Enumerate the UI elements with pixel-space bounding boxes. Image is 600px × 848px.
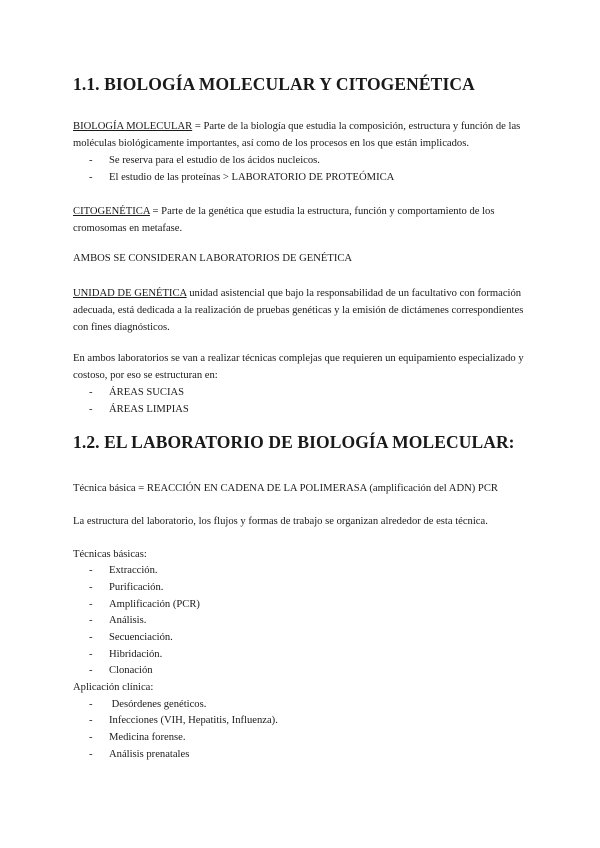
list-item: - Hibridación. <box>89 646 162 663</box>
term-unidad-genetica: UNIDAD DE GENÉTICA <box>73 288 187 299</box>
list-item: - Análisis prenatales <box>89 746 189 763</box>
term-biologia-molecular: BIOLOGÍA MOLECULAR <box>73 121 193 132</box>
list-item: - Análisis. <box>89 612 146 629</box>
paragraph-ambos-laboratorios: En ambos laboratorios se van a realizar técnicas complejas que requieren un equipamiento especializado y costoso, por eso se estructuran en: <box>73 353 524 381</box>
bullet-dash: - <box>89 599 93 610</box>
list-item: - Medicina forense. <box>89 729 185 746</box>
paragraph-citogenetica <box>73 203 533 237</box>
paragraph-biologia-molecular <box>73 118 533 152</box>
bullet-dash: - <box>89 155 93 166</box>
bullet-dash: - <box>89 565 93 576</box>
list-item: - Clonación <box>89 662 153 679</box>
section-heading-1-1: 1.1. BIOLOGÍA MOLECULAR Y CITOGENÉTICA <box>73 74 475 94</box>
bullet-dash: - <box>89 732 93 743</box>
bullet-dash: - <box>89 749 93 760</box>
list-item: - Secuenciación. <box>89 629 173 646</box>
list-item: - Extracción. <box>89 562 158 579</box>
label-tecnicas-basicas: Técnicas básicas: <box>73 549 147 560</box>
list-item: - Amplificación (PCR) <box>89 596 200 613</box>
bullet-dash: - <box>89 582 93 593</box>
bullet-dash: - <box>89 615 93 626</box>
section-heading-1-2: 1.2. EL LABORATORIO DE BIOLOGÍA MOLECULAR: <box>73 432 515 452</box>
list-item: - ÁREAS SUCIAS <box>89 384 184 401</box>
term-citogenetica: CITOGENÉTICA <box>73 206 150 217</box>
bullet-dash: - <box>89 172 93 183</box>
list-item: - Desórdenes genéticos. <box>89 696 206 713</box>
definition-biologia-molecular: = Parte de la biología que estudia la composición, estructura y función de las moléculas biológicamente importantes, así como de los procesos en los que están implicados. <box>73 121 521 149</box>
bullet-dash: - <box>89 404 93 415</box>
bullet-dash: - <box>89 632 93 643</box>
list-item: - Se reserva para el estudio de los ácidos nucleicos. <box>89 152 320 169</box>
paragraph-unidad-genetica <box>73 285 533 336</box>
paragraph-estructura: La estructura del laboratorio, los flujos y formas de trabajo se organizan alrededor de esta técnica. <box>73 516 488 527</box>
bullet-dash: - <box>89 665 93 676</box>
list-item: - Purificación. <box>89 579 163 596</box>
list-item: - Infecciones (VIH, Hepatitis, Influenza). <box>89 712 278 729</box>
list-item: - El estudio de las proteínas > LABORATORIO DE PROTEÓMICA <box>89 169 394 186</box>
bullet-dash: - <box>89 649 93 660</box>
paragraph-tecnica-basica: Técnica básica = REACCIÓN EN CADENA DE LA POLIMERASA (amplificación del ADN) PCR <box>73 483 498 494</box>
label-aplicacion-clinica: Aplicación clínica: <box>73 682 154 693</box>
bullet-dash: - <box>89 699 93 710</box>
definition-citogenetica: = Parte de la genética que estudia la estructura, función y comportamiento de los cromosomas en metafase. <box>73 206 495 234</box>
bullet-dash: - <box>89 387 93 398</box>
paragraph-ambos: AMBOS SE CONSIDERAN LABORATORIOS DE GENÉTICA <box>73 253 353 264</box>
list-item: - ÁREAS LIMPIAS <box>89 401 189 418</box>
bullet-dash: - <box>89 715 93 726</box>
definition-unidad-genetica: unidad asistencial que bajo la responsabilidad de un facultativo con formación adecuada, está dedicada a la realización de pruebas genéticas y la emisión de dictámenes correspondientes con fines diagnósticos. <box>73 288 524 333</box>
